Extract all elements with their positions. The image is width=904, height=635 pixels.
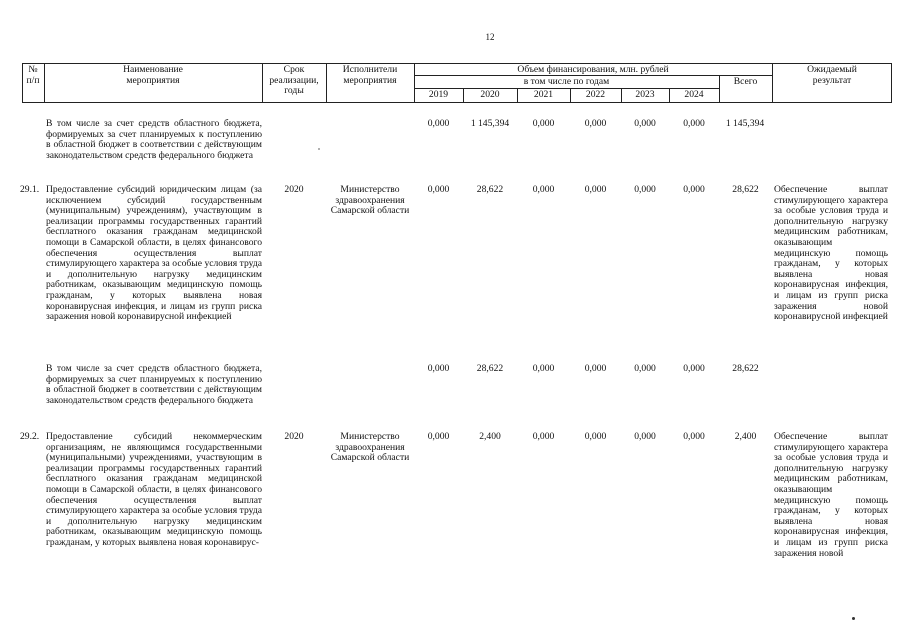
value-2024: 0,000 <box>683 363 705 374</box>
value-total: 2,400 <box>734 431 757 442</box>
value-2021: 0,000 <box>532 184 555 195</box>
header-result: Ожидаемый результат <box>807 64 857 86</box>
row-number: 29.2. <box>20 431 40 442</box>
row-name: В том числе за счет средств областного бюджета, формируемых за счет планируемых к поступлению в областной бюджет в соответствии с действующим законодательством средств федерального бюджета <box>46 363 262 406</box>
header-number: № п/п <box>26 64 40 86</box>
value-total: 1 145,394 <box>725 118 765 129</box>
page-number: 12 <box>485 32 495 42</box>
header-by-years: в том числе по годам <box>523 76 610 87</box>
value-2023: 0,000 <box>634 363 656 374</box>
header-year-2020: 2020 <box>480 89 500 100</box>
value-2021: 0,000 <box>532 363 555 374</box>
header-term: Срок реализации, годы <box>269 64 319 97</box>
value-2021: 0,000 <box>532 118 555 129</box>
header-year-2023: 2023 <box>635 89 655 100</box>
row-term: 2020 <box>284 184 304 195</box>
row-result: Обеспечение выплат стимулирующего характера за особые условия труда и дополнительную нагрузку медицинским работникам, оказывающим медицинскую помощь гражданам, у которых выявлена новая коронавирусная инфекция, и лицам из групп риска заражения новой коронавирусной инфекцией <box>774 184 888 323</box>
header-year-2019: 2019 <box>428 89 449 100</box>
value-2019: 0,000 <box>427 118 450 129</box>
value-2019: 0,000 <box>427 184 450 195</box>
value-2022: 0,000 <box>584 431 607 442</box>
header-subdivider-2 <box>414 88 719 89</box>
value-2020: 2,400 <box>479 431 501 442</box>
value-2022: 0,000 <box>584 118 607 129</box>
value-2020: 28,622 <box>476 184 504 195</box>
value-2021: 0,000 <box>532 431 555 442</box>
value-total: 28,622 <box>732 363 759 374</box>
row-term: 2020 <box>284 431 304 442</box>
value-2024: 0,000 <box>683 118 705 129</box>
value-2024: 0,000 <box>683 431 705 442</box>
row-name: Предоставление субсидий юридическим лицам (за исключением субсидий государственным (муниципальным) учреждениям), участвующим в реализации программы государственных гарантий бесплатного оказания гражданам медицинской помощи в Самарской области, в целях финансового обеспечения осуществления выплат стимулирующего характера за особые условия труда и дополнительную нагрузку медицинским работникам, оказывающим медицинскую помощь гражданам, у которых выявлена новая коронавирусная инфекция, и лицам из групп риска заражения новой коронавирусной инфекцией <box>46 184 262 323</box>
value-2023: 0,000 <box>634 118 656 129</box>
scan-speck <box>318 148 320 150</box>
header-year-2021: 2021 <box>533 89 554 100</box>
value-2023: 0,000 <box>634 184 656 195</box>
value-2019: 0,000 <box>427 363 450 374</box>
header-year-2024: 2024 <box>684 89 704 100</box>
value-2022: 0,000 <box>584 184 607 195</box>
row-result: Обеспечение выплат стимулирующего характера за особые условия труда и дополнительную нагрузку медицинским работникам, оказывающим медицинскую помощь гражданам, у которых выявлена новая коронавирусная инфекция, и лицам из групп риска заражения новой <box>774 432 888 559</box>
value-total: 28,622 <box>732 184 759 195</box>
value-2020: 28,622 <box>476 363 504 374</box>
row-executor: Министерство здравоохранения Самарской области <box>330 431 410 464</box>
header-total: Всего <box>733 76 758 87</box>
row-name: В том числе за счет средств областного бюджета, формируемых за счет планируемых к поступлению в областной бюджет в соответствии с действующим законодательством средств федерального бюджета <box>46 118 262 161</box>
value-2023: 0,000 <box>634 431 656 442</box>
row-name: Предоставление субсидий некоммерческим организациям, не являющимся государственными (муниципальными) учреждениями, участвующим в реализации программы государственных гарантий бесплатного оказания гражданам медицинской помощи в Самарской области, в целях финансового обеспечения осуществления выплат стимулирующего характера за особые условия труда и дополнительную нагрузку медицинским работникам, оказывающим медицинскую помощь гражданам, у которых выявлена новая коронавирус- <box>46 431 262 548</box>
header-year-2022: 2022 <box>585 89 606 100</box>
header-bottom-border <box>22 102 892 103</box>
value-2020: 1 145,394 <box>470 118 510 129</box>
row-number: 29.1. <box>20 184 40 195</box>
value-2024: 0,000 <box>683 184 705 195</box>
value-2022: 0,000 <box>584 363 607 374</box>
value-2019: 0,000 <box>427 431 450 442</box>
header-executors: Исполнители мероприятия <box>342 64 398 86</box>
header-name: Наименование мероприятия <box>123 64 183 86</box>
header-funding: Объем финансирования, млн. рублей <box>517 64 669 75</box>
scan-speck <box>852 617 855 620</box>
row-executor: Министерство здравоохранения Самарской области <box>330 184 410 217</box>
